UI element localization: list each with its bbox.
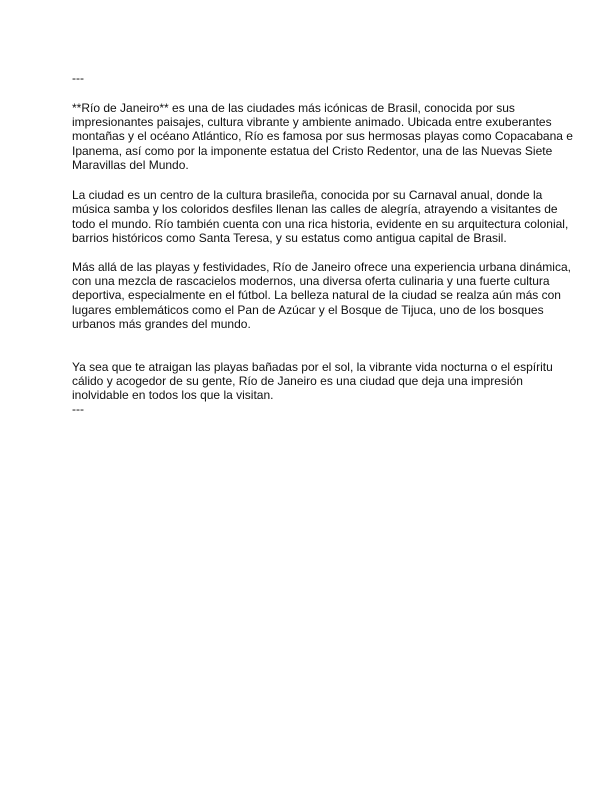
text-line: La ciudad es un centro de la cultura brasileña, conocida por su Carnaval anual, donde la	[72, 188, 543, 202]
text-line: **Río de Janeiro** es una de las ciudades más icónicas de Brasil, conocida por sus	[72, 100, 515, 115]
paragraph-culture	[72, 188, 568, 246]
text-line: Ya sea que te atraigan las playas bañadas por el sol, la vibrante vida nocturna o el espíritu	[72, 359, 553, 374]
text-line: montañas y el océano Atlántico, Río es famosa por sus hermosas playas como Copacabana e	[72, 129, 573, 144]
paragraph-urban	[72, 260, 571, 332]
text-line: impresionantes paisajes, cultura vibrante y ambiente animado. Ubicada entre exuberantes	[72, 114, 552, 129]
text-line: Más allá de las playas y festividades, Río de Janeiro ofrece una experiencia urbana dinámica,	[72, 259, 571, 274]
text-line: deportiva, especialmente en el fútbol. La belleza natural de la ciudad se realza aún más con	[72, 288, 561, 303]
text-line: todo el mundo. Río también cuenta con una rica historia, evidente en su arquitectura colonial,	[72, 216, 569, 231]
separator-bottom: ---	[72, 402, 84, 416]
text-line: urbanos más grandes del mundo.	[72, 317, 251, 332]
text-line: Maravillas del Mundo.	[72, 158, 189, 173]
paragraph-intro	[72, 101, 573, 173]
text-line: música samba y los coloridos desfiles llenan las calles de alegría, atrayendo a visitantes de	[72, 202, 558, 217]
text-line: lugares emblemáticos como el Pan de Azúcar y el Bosque de Tijuca, uno de los bosques	[72, 302, 544, 317]
text-line: Ipanema, así como por la imponente estatua del Cristo Redentor, una de las Nuevas Siete	[72, 143, 553, 158]
paragraph-closing	[72, 360, 553, 403]
text-line: con una mezcla de rascacielos modernos, una diversa oferta culinaria y una fuerte cultura	[72, 273, 550, 288]
text-line: barrios históricos como Santa Teresa, y su estatus como antigua capital de Brasil.	[72, 231, 507, 246]
text-line: inolvidable en todos los que la visitan.	[72, 388, 274, 403]
separator-top: ---	[72, 71, 84, 85]
text-line: cálido y acogedor de su gente, Río de Janeiro es una ciudad que deja una impresión	[72, 373, 523, 388]
